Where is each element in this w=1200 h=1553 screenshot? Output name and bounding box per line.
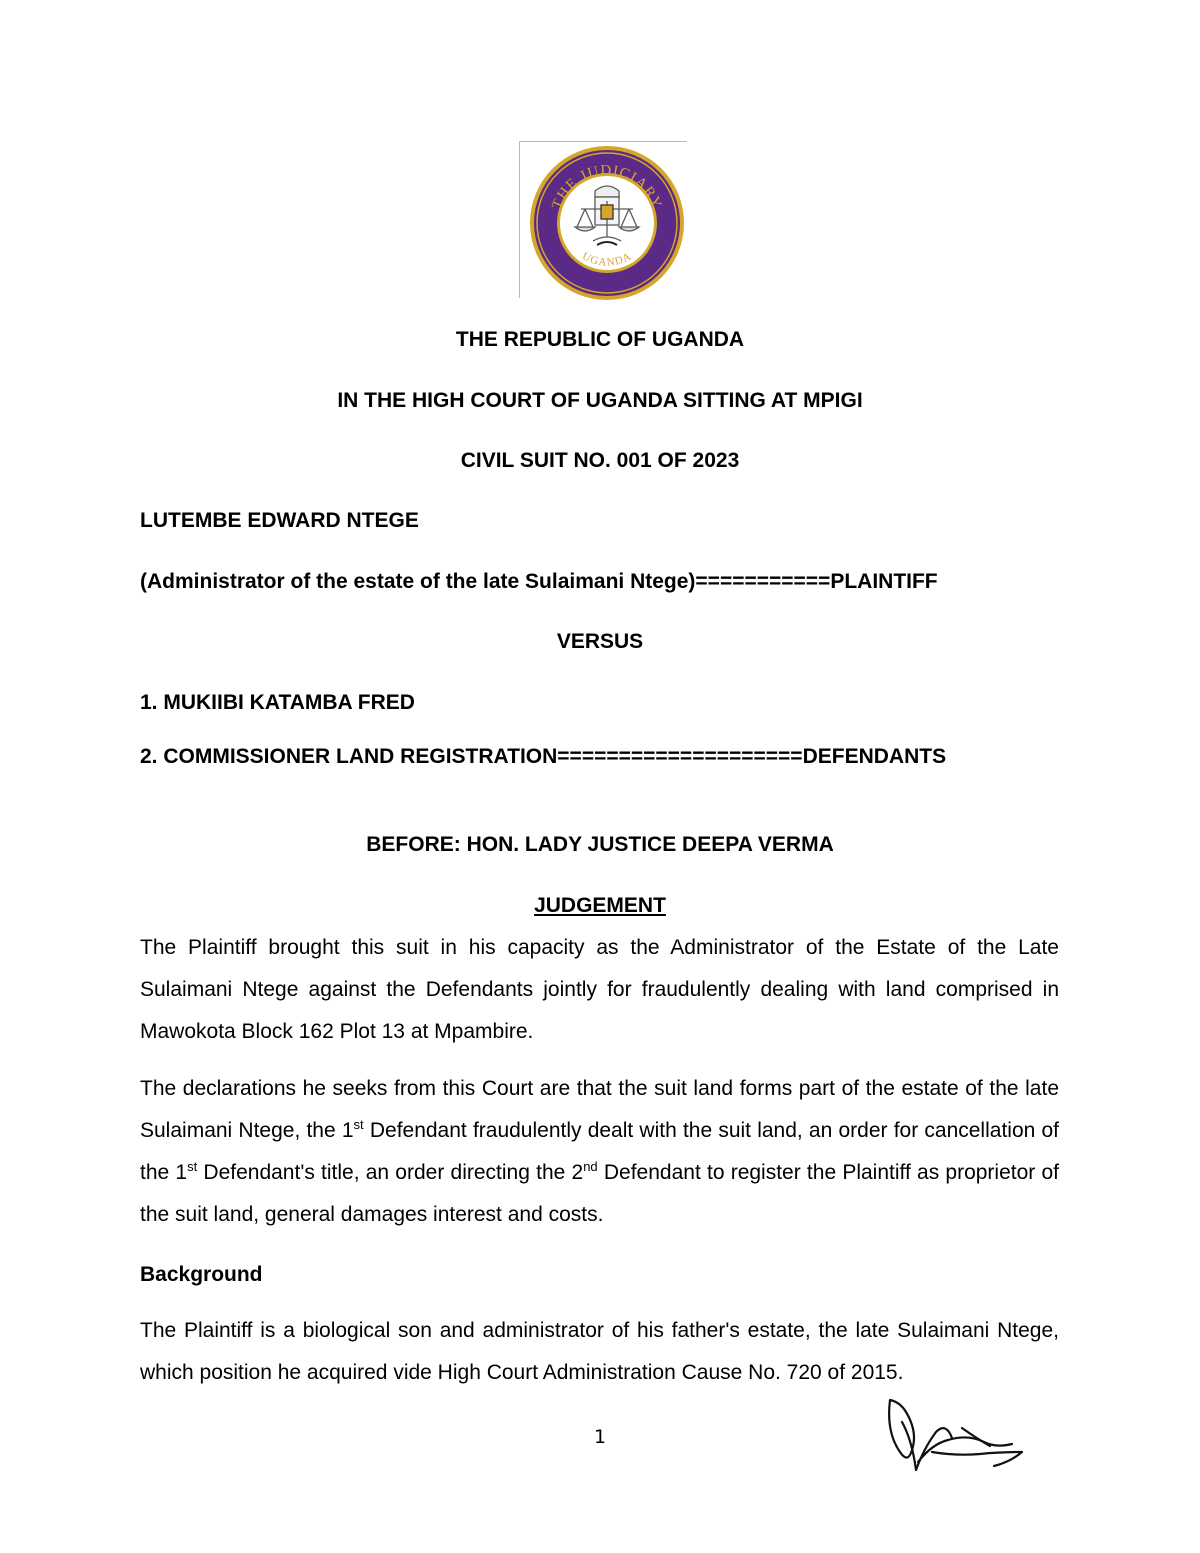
seal-frame-top xyxy=(519,141,687,142)
paragraph-2 xyxy=(140,1068,1059,1236)
judgement-title-row xyxy=(0,893,1200,919)
seal-frame-left xyxy=(519,141,520,298)
sup-st-2: st xyxy=(187,1159,198,1174)
seal-top-text: THE JUDICIARY xyxy=(549,162,665,212)
paragraph-2-part-a: The declarations he seeks from this Court are that the suit land forms part of the estate of the late Sulaimani Ntege, the 1 xyxy=(140,1077,1059,1142)
plaintiff-name: LUTEMBE EDWARD NTEGE xyxy=(140,509,419,532)
plaintiff-description: (Administrator of the estate of the late Sulaimani Ntege)===========PLAINTIFF xyxy=(140,570,938,593)
versus-label: VERSUS xyxy=(556,630,644,653)
background-heading: Background xyxy=(140,1263,263,1286)
seal-bottom-text: UGANDA xyxy=(580,250,634,269)
sup-st-1: st xyxy=(353,1117,364,1132)
case-number: CIVIL SUIT NO. 001 OF 2023 xyxy=(460,449,740,472)
handwritten-signature xyxy=(872,1392,1032,1482)
paragraph-1: The Plaintiff brought this suit in his capacity as the Administrator of the Estate of the Late Sulaimani Ntege against the Defendants jointly for fraudulently dealing with land comprised in Mawokota Block 162 Plot 13 at Mpambire. xyxy=(140,936,1059,1043)
judgement-title: JUDGEMENT xyxy=(534,894,666,917)
court-heading: IN THE HIGH COURT OF UGANDA SITTING AT MPIGI xyxy=(337,389,863,412)
defendant-2: 2. COMMISSIONER LAND REGISTRATION====================DEFENDANTS xyxy=(140,745,947,768)
paragraph-2-part-d: Defendant to register the Plaintiff as proprietor of the suit land, general damages interest and costs. xyxy=(140,1161,1059,1226)
defendant-1: 1. MUKIIBI KATAMBA FRED xyxy=(140,691,415,714)
before-judge: BEFORE: HON. LADY JUSTICE DEEPA VERMA xyxy=(366,833,834,856)
paragraph-3: The Plaintiff is a biological son and administrator of his father's estate, the late Sulaimani Ntege, which position he acquired vide High Court Administration Cause No. 720 of 2015. xyxy=(140,1319,1059,1384)
paragraph-2-part-b: Defendant fraudulently dealt with the suit land, an order for cancellation of the 1 xyxy=(140,1119,1059,1184)
judiciary-seal-emblem xyxy=(527,145,687,301)
sup-nd: nd xyxy=(583,1159,598,1174)
paragraph-2-part-c: Defendant's title, an order directing the 2 xyxy=(197,1161,584,1184)
judiciary-seal xyxy=(519,141,687,298)
page-number: 1 xyxy=(593,1426,607,1448)
republic-heading: THE REPUBLIC OF UGANDA xyxy=(455,328,745,351)
